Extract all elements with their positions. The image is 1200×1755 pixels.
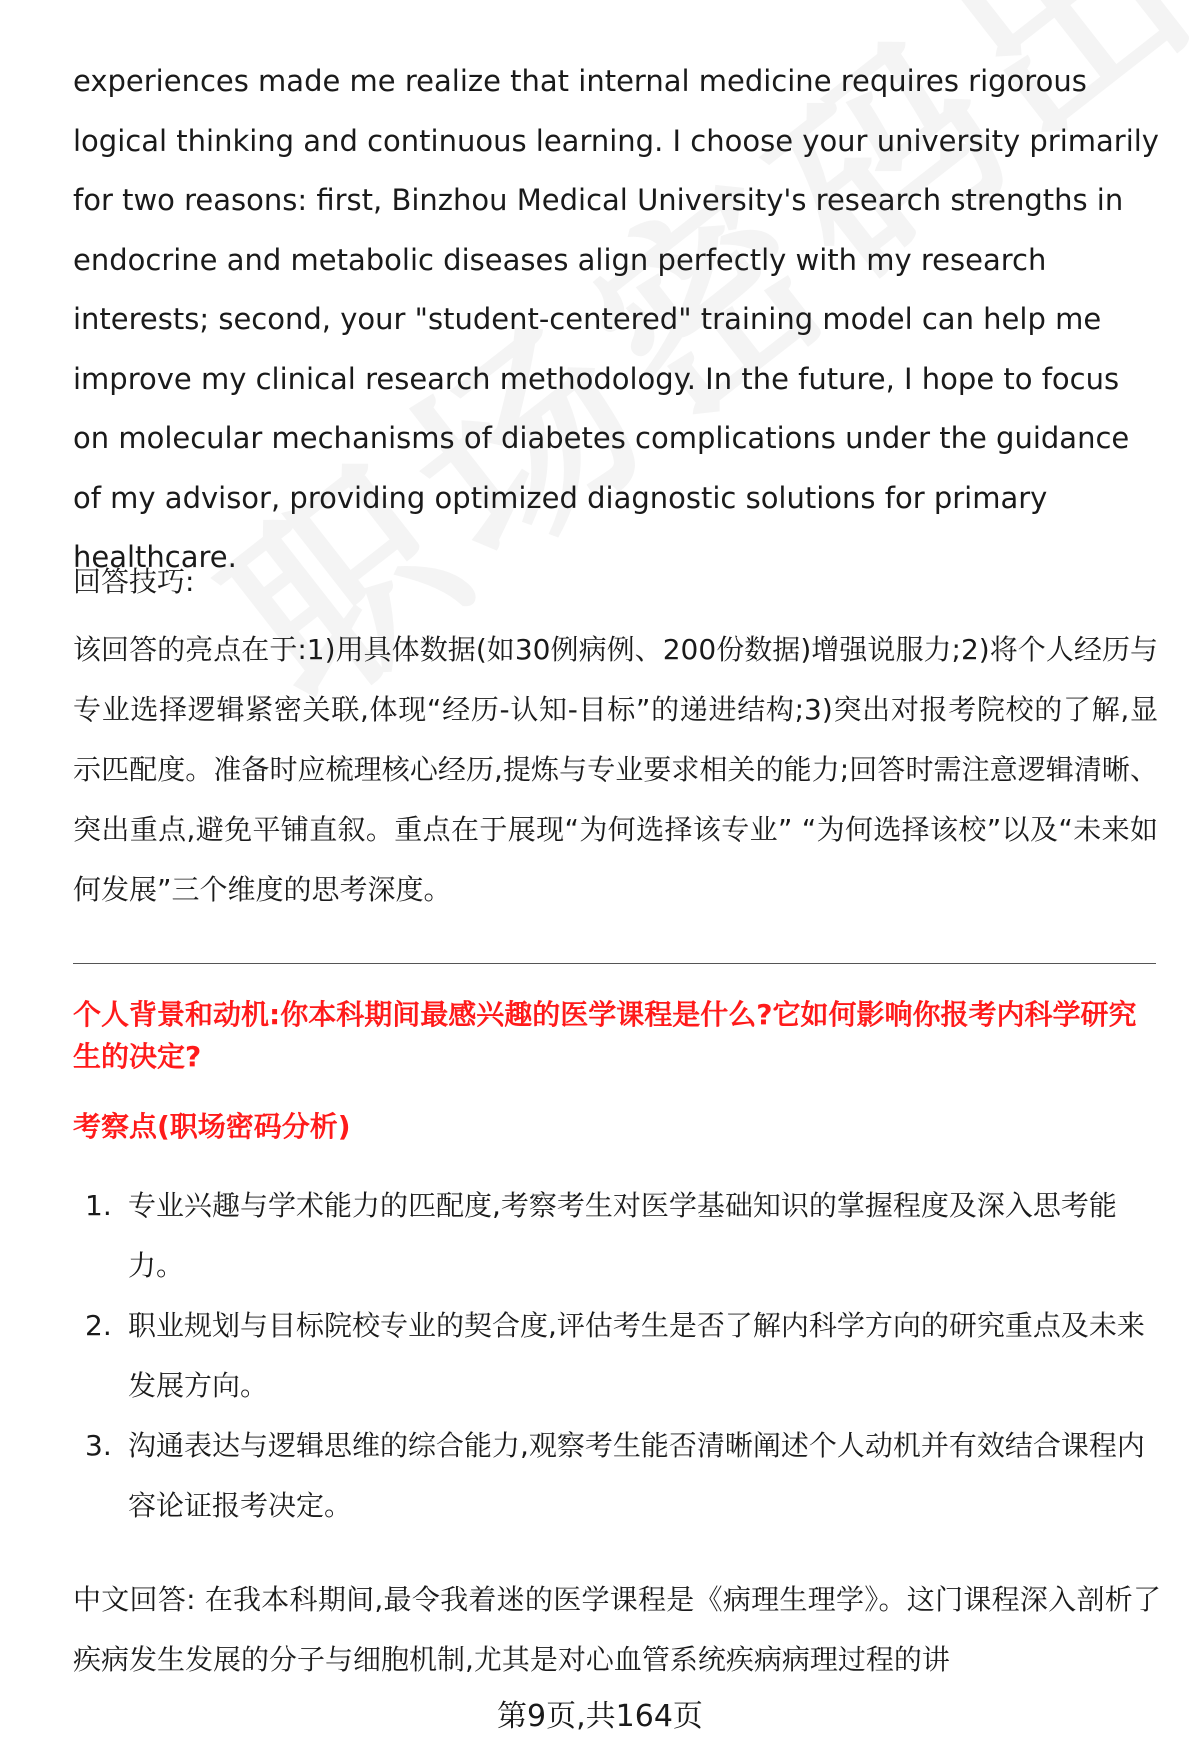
chinese-answer-label: 中文回答: (73, 1583, 196, 1616)
list-item-text: 专业兴趣与学术能力的匹配度,考察考生对医学基础知识的掌握程度及深入思考能力。 (128, 1189, 1117, 1282)
question-heading: 个人背景和动机:你本科期间最感兴趣的医学课程是什么?它如何影响你报考内科学研究生的决定? (73, 998, 1137, 1073)
list-item-number: 2. (85, 1309, 112, 1342)
exam-points-list (73, 1176, 1163, 1536)
tips-heading: 回答技巧: (73, 565, 195, 598)
page-footer: 第9页,共164页 (0, 1697, 1200, 1737)
english-answer-paragraph: experiences made me realize that internal medicine requires rigorous logical thinking and continuous learning. I choose your university primarily for two reasons: first, Binzhou Medical University's research strengths in endocrine and metabolic diseases align perfectly with my research interests; second, your "student-centered" training model can help me improve my clinical research methodology. In the future, I hope to focus on molecular mechanisms of diabetes complications under the guidance of my advisor, providing optimized diagnostic solutions for primary healthcare. (73, 64, 1159, 574)
chinese-answer-paragraph (73, 1570, 1161, 1690)
exam-points-heading: 考察点(职场密码分析) (73, 1110, 351, 1143)
chinese-answer-text: 在我本科期间,最令我着迷的医学课程是《病理生理学》。这门课程深入剖析了疾病发生发展的分子与细胞机制,尤其是对心血管系统疾病病理过程的讲 (73, 1583, 1161, 1676)
section-divider (73, 963, 1156, 964)
list-item (73, 1416, 1163, 1536)
list-item-text: 职业规划与目标院校专业的契合度,评估考生是否了解内科学方向的研究重点及未来发展方向。 (128, 1309, 1145, 1402)
list-item-number: 3. (85, 1429, 112, 1462)
list-item (73, 1296, 1163, 1416)
tips-paragraph: 该回答的亮点在于:1)用具体数据(如30例病例、200份数据)增强说服力;2)将个人经历与专业选择逻辑紧密关联,体现“经历-认知-目标”的递进结构;3)突出对报考院校的了解,显示匹配度。准备时应梳理核心经历,提炼与专业要求相关的能力;回答时需注意逻辑清晰、突出重点,避免平铺直叙。重点在于展现“为何选择该专业” “为何选择该校”以及“未来如何发展”三个维度的思考深度。 (73, 633, 1158, 906)
list-item-text: 沟通表达与逻辑思维的综合能力,观察考生能否清晰阐述个人动机并有效结合课程内容论证报考决定。 (128, 1429, 1145, 1522)
list-item (73, 1176, 1163, 1296)
list-item-number: 1. (85, 1189, 112, 1222)
